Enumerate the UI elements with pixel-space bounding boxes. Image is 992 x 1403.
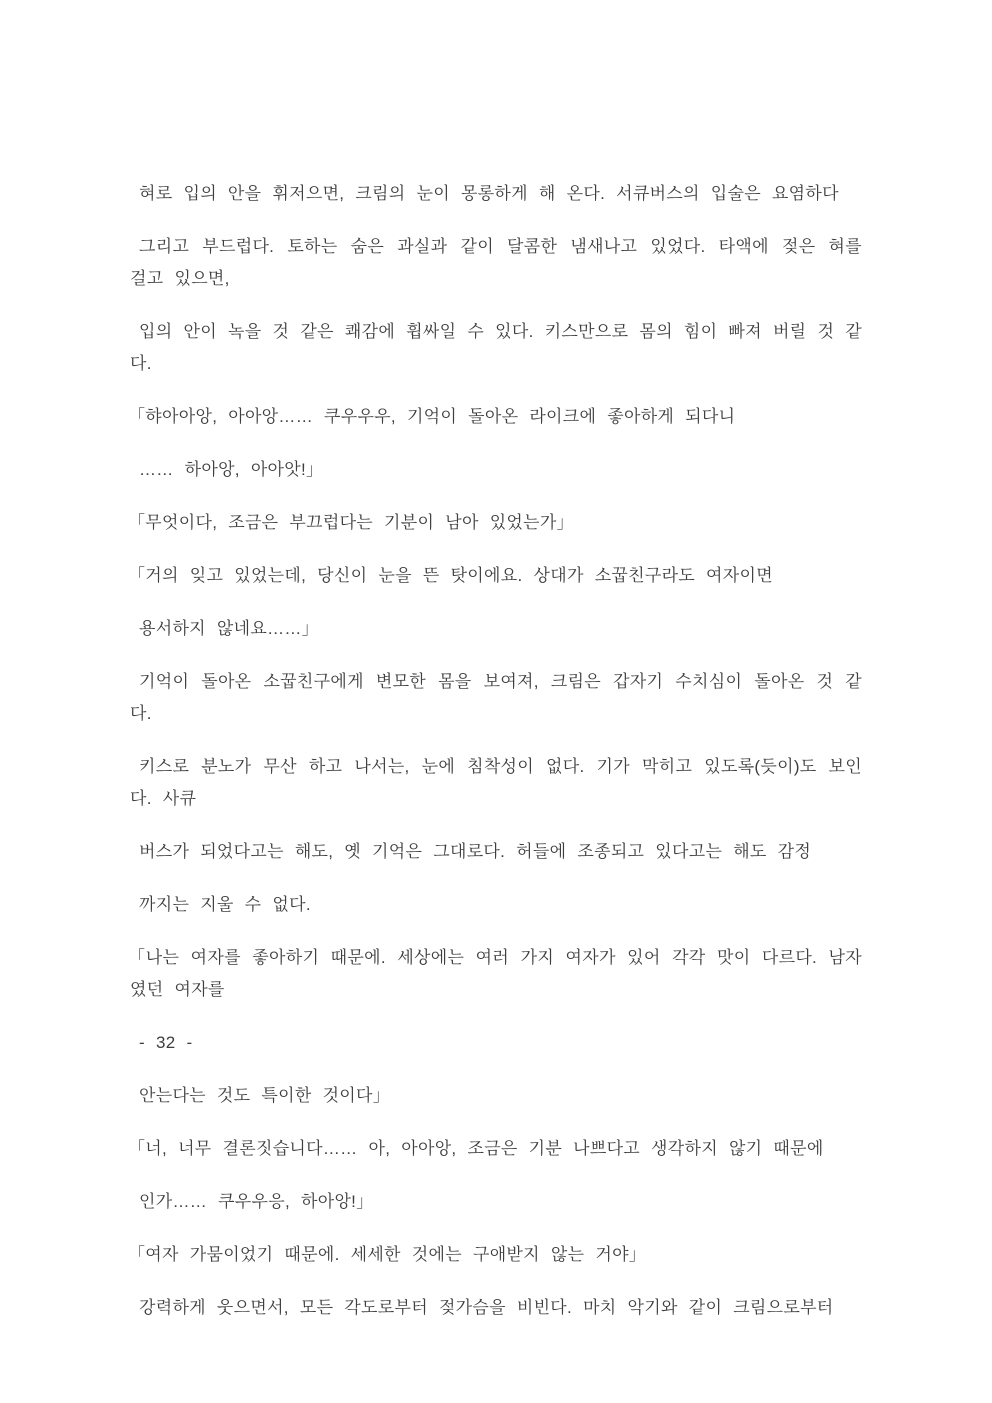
dialogue-line: 용서하지 않네요……」 xyxy=(139,619,319,638)
paragraph: 키스로 분노가 무산 하고 나서는, 눈에 침착성이 없다. 기가 막히고 있도록(듯이)도 보인다. 사큐 xyxy=(130,757,862,808)
paragraph: 기억이 돌아온 소꿉친구에게 변모한 몸을 보여져, 크림은 갑자기 수치심이 돌아온 것 같다. xyxy=(130,672,862,723)
paragraph: 입의 안이 녹을 것 같은 쾌감에 휩싸일 수 있다. 키스만으로 몸의 힘이 빠져 버릴 것 같다. xyxy=(130,322,862,373)
dialogue-line: 안는다는 것도 특이한 것이다」 xyxy=(139,1086,391,1105)
dialogue-line: 인가…… 쿠우우응, 하아앙!」 xyxy=(139,1192,374,1211)
dialogue-line: 「햐아아앙, 아아앙…… 쿠우우우, 기억이 돌아온 라이크에 좋아하게 되다니 xyxy=(128,407,736,426)
dialogue-line: 「거의 잊고 있었는데, 당신이 눈을 뜬 탓이에요. 상대가 소꿉친구라도 여자이면 xyxy=(128,566,773,585)
dialogue-line: 「여자 가뭄이었기 때문에. 세세한 것에는 구애받지 않는 거야」 xyxy=(128,1245,647,1264)
paragraph: 강력하게 웃으면서, 모든 각도로부터 젖가슴을 비빈다. 마치 악기와 같이 크림으로부터 xyxy=(139,1298,834,1317)
page-number: - 32 - xyxy=(139,1033,193,1052)
paragraph: 그리고 부드럽다. 토하는 숨은 과실과 같이 달콤한 냄새나고 있었다. 타액에 젖은 혀를 걸고 있으면, xyxy=(130,237,862,288)
paragraph: 버스가 되었다고는 해도, 옛 기억은 그대로다. 허들에 조종되고 있다고는 해도 감정 xyxy=(139,842,812,861)
paragraph: 혀로 입의 안을 휘저으면, 크림의 눈이 몽롱하게 해 온다. 서큐버스의 입술은 요염하다 xyxy=(139,184,839,203)
paragraph: 까지는 지울 수 없다. xyxy=(139,895,311,914)
dialogue-line: 「너, 너무 결론짓습니다…… 아, 아아앙, 조금은 기분 나쁘다고 생각하지 않기 때문에 xyxy=(128,1139,824,1158)
dialogue-line: …… 하아앙, 아아앗!」 xyxy=(139,460,324,479)
dialogue-line: 「무엇이다, 조금은 부끄럽다는 기분이 남아 있었는가」 xyxy=(128,513,574,532)
dialogue-line: 「나는 여자를 좋아하기 때문에. 세상에는 여러 가지 여자가 있어 각각 맛이 다르다. 남자였던 여자를 xyxy=(128,948,862,999)
text-body xyxy=(130,178,862,1324)
